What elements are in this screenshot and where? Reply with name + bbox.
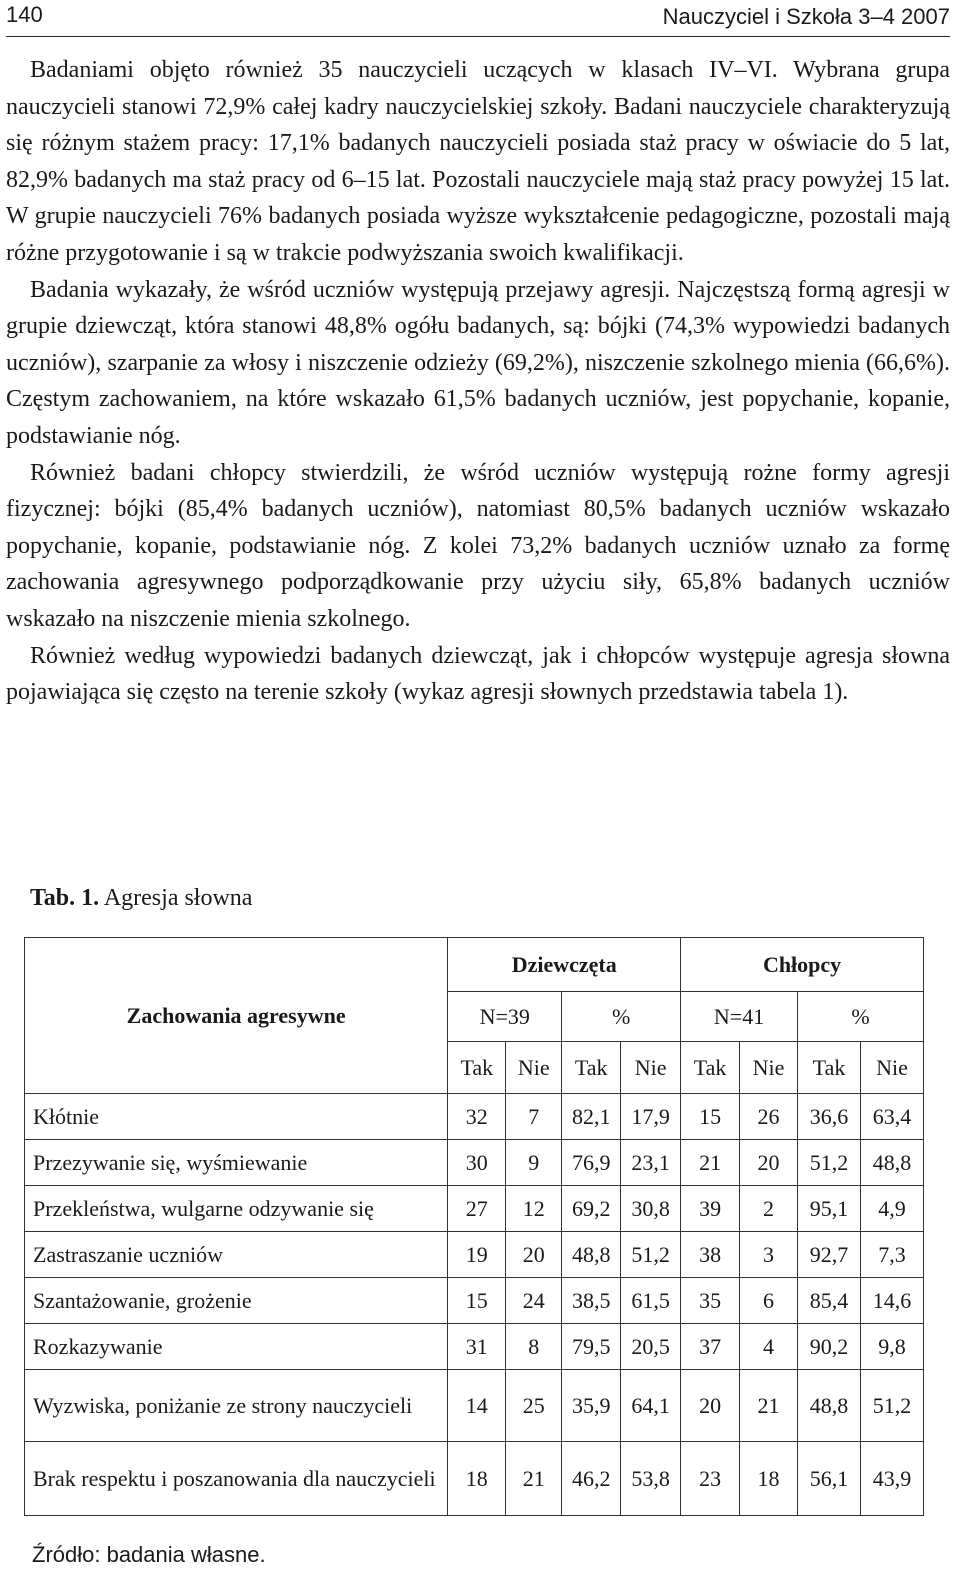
row-label: Kłótnie xyxy=(25,1094,448,1140)
table-cell: 12 xyxy=(506,1186,562,1232)
table-cell: 7 xyxy=(506,1094,562,1140)
table-cell: 31 xyxy=(448,1324,506,1370)
row-label: Zastraszanie uczniów xyxy=(25,1232,448,1278)
table-cell: 92,7 xyxy=(798,1232,861,1278)
table-cell: 14,6 xyxy=(860,1278,923,1324)
table-cell: 30,8 xyxy=(621,1186,681,1232)
table-cell: 37 xyxy=(681,1324,740,1370)
table-cell: 63,4 xyxy=(860,1094,923,1140)
table-cell: 18 xyxy=(740,1442,798,1516)
table-cell: 24 xyxy=(506,1278,562,1324)
paragraph: Również badani chłopcy stwierdzili, że wśród uczniów występują rożne formy agresji fizycznej: bójki (85,4% badanych uczniów), natomiast 80,5% badanych uczniów wskazało popychanie, kopanie, podstawianie nóg. Z kolei 73,2% badanych uczniów uznało za formę zachowania agresywnego podporządkowanie przy użyciu siły, 65,8% badanych uczniów wskazało na niszczenie mienia szkolnego. xyxy=(6,459,950,632)
table-row xyxy=(25,1186,924,1232)
table-cell: 51,2 xyxy=(860,1370,923,1442)
row-label: Brak respektu i poszanowania dla nauczycieli xyxy=(25,1442,448,1516)
row-label: Przezywanie się, wyśmiewanie xyxy=(25,1140,448,1186)
table-cell: 51,2 xyxy=(621,1232,681,1278)
table-cell: 90,2 xyxy=(798,1324,861,1370)
table-cell: 48,8 xyxy=(860,1140,923,1186)
row-label: Wyzwiska, poniżanie ze strony nauczycieli xyxy=(25,1370,448,1442)
table-cell: 2 xyxy=(740,1186,798,1232)
table-caption-title: Agresja słowna xyxy=(99,885,253,911)
table-row xyxy=(25,1094,924,1140)
table-cell: 82,1 xyxy=(562,1094,621,1140)
table-row xyxy=(25,1232,924,1278)
header-tak: Tak xyxy=(448,1042,506,1094)
table-cell: 19 xyxy=(448,1232,506,1278)
paragraph: Badaniami objęto również 35 nauczycieli uczących w klasach IV–VI. Wybrana grupa nauczycieli stanowi 72,9% całej kadry nauczycielskiej szkoły. Badani nauczyciele charakteryzują się różnym stażem pracy: 17,1% badanych nauczycieli posiada staż pracy w oświacie do 5 lat, 82,9% badanych ma staż pracy od 6–15 lat. Pozostali nauczyciele mają staż pracy powyżej 15 lat. W grupie nauczycieli 76% badanych posiada wyższe wykształcenie pedagogiczne, pozostali mają różne przygotowanie i są w trakcie podwyższania swoich kwalifikacji. xyxy=(6,57,950,266)
table-cell: 35,9 xyxy=(562,1370,621,1442)
table-cell: 48,8 xyxy=(798,1370,861,1442)
table-cell: 3 xyxy=(740,1232,798,1278)
header-nie: Nie xyxy=(740,1042,798,1094)
table-cell: 4 xyxy=(740,1324,798,1370)
table-row xyxy=(25,1442,924,1516)
table-cell: 39 xyxy=(681,1186,740,1232)
table-cell: 46,2 xyxy=(562,1442,621,1516)
table-cell: 56,1 xyxy=(798,1442,861,1516)
table-cell: 69,2 xyxy=(562,1186,621,1232)
header-nie: Nie xyxy=(506,1042,562,1094)
header-pct-boys: % xyxy=(798,992,924,1042)
header-pct-girls: % xyxy=(562,992,681,1042)
paragraph: Badania wykazały, że wśród uczniów występują przejawy agresji. Najczęstszą formą agresji w grupie dziewcząt, która stanowi 48,8% ogółu badanych, są: bójki (74,3% wypowiedzi badanych uczniów), szarpanie za włosy i niszczenie odzieży (69,2%), niszczenie szkolnego mienia (66,6%). Częstym zachowaniem, na które wskazało 61,5% badanych uczniów, jest popychanie, kopanie, podstawianie nóg. xyxy=(6,276,950,449)
header-boys: Chłopcy xyxy=(681,938,924,992)
table-header-row xyxy=(25,938,924,992)
table-cell: 51,2 xyxy=(798,1140,861,1186)
row-label: Rozkazywanie xyxy=(25,1324,448,1370)
table-cell: 36,6 xyxy=(798,1094,861,1140)
table-cell: 4,9 xyxy=(860,1186,923,1232)
table-row xyxy=(25,1370,924,1442)
table-cell: 43,9 xyxy=(860,1442,923,1516)
table-cell: 20 xyxy=(506,1232,562,1278)
table-cell: 21 xyxy=(506,1442,562,1516)
row-label: Przekleństwa, wulgarne odzywanie się xyxy=(25,1186,448,1232)
header-nie: Nie xyxy=(860,1042,923,1094)
header-tak: Tak xyxy=(562,1042,621,1094)
table-cell: 30 xyxy=(448,1140,506,1186)
table-cell: 35 xyxy=(681,1278,740,1324)
journal-title: Nauczyciel i Szkoła 3–4 2007 xyxy=(662,4,950,29)
table-cell: 20 xyxy=(681,1370,740,1442)
table-row xyxy=(25,1140,924,1186)
table-cell: 32 xyxy=(448,1094,506,1140)
table-cell: 25 xyxy=(506,1370,562,1442)
row-label: Szantażowanie, grożenie xyxy=(25,1278,448,1324)
table-cell: 15 xyxy=(681,1094,740,1140)
table-cell: 18 xyxy=(448,1442,506,1516)
table-cell: 27 xyxy=(448,1186,506,1232)
table-cell: 9 xyxy=(506,1140,562,1186)
table-caption-number: Tab. 1. xyxy=(30,885,100,911)
page-number: 140 xyxy=(6,2,43,27)
table-cell: 38,5 xyxy=(562,1278,621,1324)
aggression-table xyxy=(24,937,924,1516)
header-girls: Dziewczęta xyxy=(448,938,681,992)
table-cell: 20 xyxy=(740,1140,798,1186)
table-cell: 23 xyxy=(681,1442,740,1516)
header-tak: Tak xyxy=(681,1042,740,1094)
table-cell: 9,8 xyxy=(860,1324,923,1370)
table-cell: 26 xyxy=(740,1094,798,1140)
table-cell: 85,4 xyxy=(798,1278,861,1324)
table-caption xyxy=(30,885,252,912)
header-n-girls: N=39 xyxy=(448,992,562,1042)
header-behaviour: Zachowania agresywne xyxy=(25,938,448,1094)
table-cell: 48,8 xyxy=(562,1232,621,1278)
table-cell: 7,3 xyxy=(860,1232,923,1278)
paragraph: Również według wypowiedzi badanych dziewcząt, jak i chłopców występuje agresja słowna pojawiająca się często na terenie szkoły (wykaz agresji słownych przedstawia tabela 1). xyxy=(6,642,950,706)
table-cell: 20,5 xyxy=(621,1324,681,1370)
table-cell: 95,1 xyxy=(798,1186,861,1232)
table-cell: 21 xyxy=(681,1140,740,1186)
header-n-boys: N=41 xyxy=(681,992,798,1042)
source-note: Źródło: badania własne. xyxy=(32,1542,266,1567)
page-header xyxy=(6,0,950,37)
table-cell: 53,8 xyxy=(621,1442,681,1516)
header-tak: Tak xyxy=(798,1042,861,1094)
table-cell: 64,1 xyxy=(621,1370,681,1442)
table-cell: 61,5 xyxy=(621,1278,681,1324)
table-row xyxy=(25,1324,924,1370)
table-cell: 38 xyxy=(681,1232,740,1278)
table-body xyxy=(25,1094,924,1516)
table-cell: 8 xyxy=(506,1324,562,1370)
table-row xyxy=(25,1278,924,1324)
table-cell: 14 xyxy=(448,1370,506,1442)
table-cell: 15 xyxy=(448,1278,506,1324)
header-nie: Nie xyxy=(621,1042,681,1094)
article-body xyxy=(6,52,950,711)
table-cell: 17,9 xyxy=(621,1094,681,1140)
table-cell: 76,9 xyxy=(562,1140,621,1186)
table-cell: 79,5 xyxy=(562,1324,621,1370)
table-cell: 23,1 xyxy=(621,1140,681,1186)
table-cell: 21 xyxy=(740,1370,798,1442)
table-cell: 6 xyxy=(740,1278,798,1324)
